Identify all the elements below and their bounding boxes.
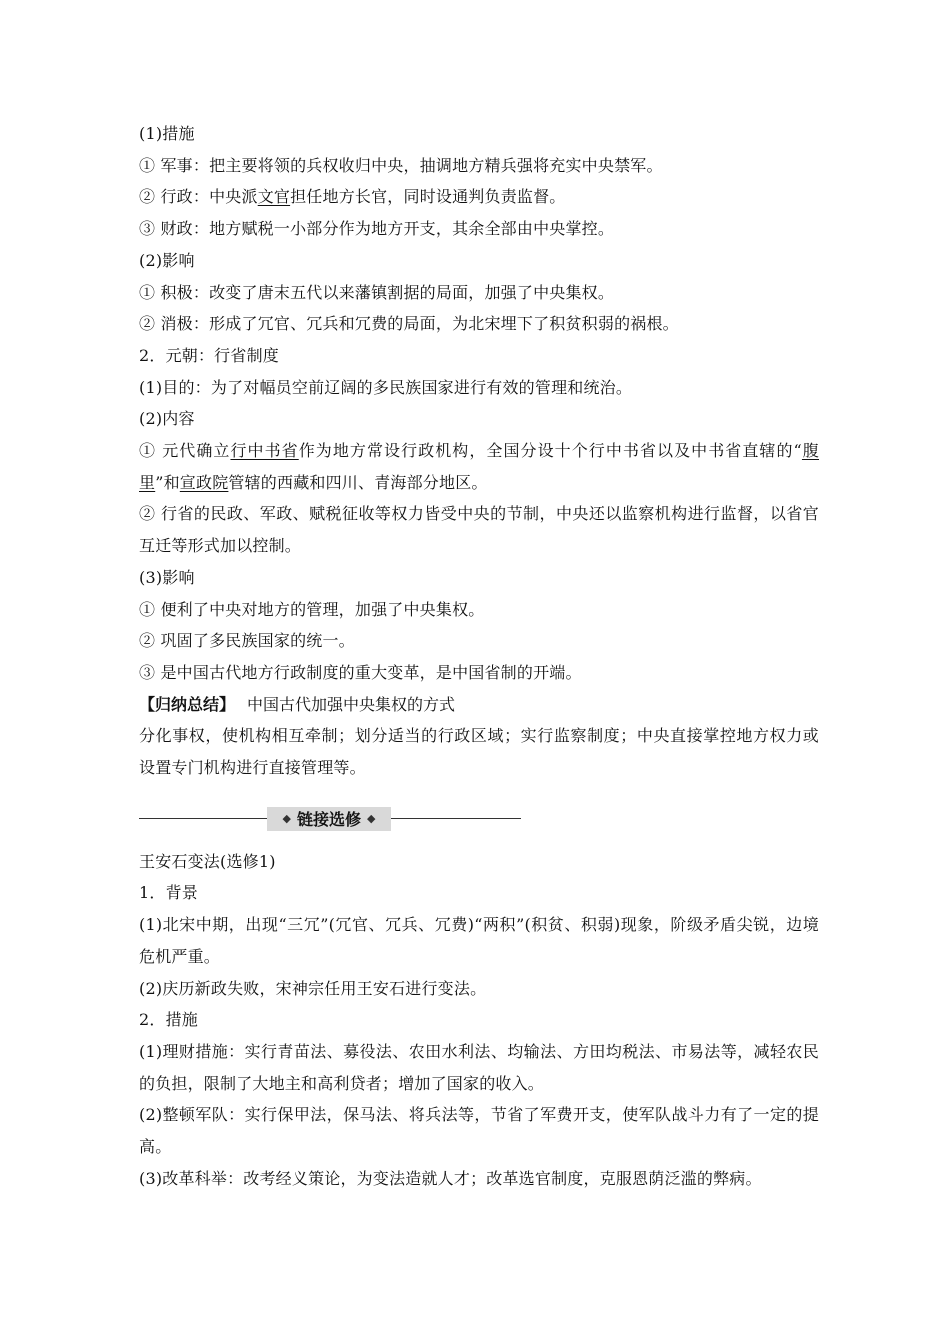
yuan-impact-2: ② 巩固了多民族国家的统一。 [139, 631, 355, 651]
elective-link-label: 链接选修 [296, 810, 361, 830]
background-2: (2)庆历新政失败，宋神宗任用王安石进行变法。 [139, 978, 487, 998]
reform-measure-3: (3)改革科举：改考经义策论，为变法造就人才；改革选官制度，克服恩荫泛滥的弊病。 [139, 1168, 762, 1188]
background-1: (1)北宋中期，出现“三冗”(冗官、冗兵、冗费)“两积”(积贫、积弱)现象，阶级矛盾尖锐，边境危机严重。 [139, 915, 819, 966]
divider-rule-right [391, 818, 521, 819]
yuan-impact-1: ① 便利了中央对地方的管理，加强了中央集权。 [139, 599, 485, 619]
summary-title: 中国古代加强中央集权的方式 [247, 694, 456, 714]
elective-link-badge [267, 807, 391, 831]
impact-heading: (2)影响 [139, 250, 195, 270]
underlined-term: 文官 [257, 187, 291, 207]
reform-measure-2: (2)整顿军队：实行保甲法，保马法、将兵法等，节省了军费开支，使军队战斗力有了一定的提高。 [139, 1105, 819, 1157]
diamond-icon: ◆ [282, 812, 291, 826]
reform-measure-1: (1)理财措施：实行青苗法、募役法、农田水利法、均输法、方田均税法、市易法等，减轻农民的负担，限制了大地主和高利贷者；增加了国家的收入。 [139, 1041, 819, 1093]
measures-heading: (1)措施 [139, 124, 195, 143]
summary-tag: 【归纳总结】 [139, 694, 236, 714]
measure-finance: ③ 财政：地方赋税一小部分作为地方开支，其余全部由中央掌控。 [139, 219, 615, 239]
document-page [139, 118, 819, 1195]
divider-rule-left [139, 818, 267, 819]
section-divider [139, 802, 819, 836]
underlined-term: 宣政院 [179, 472, 229, 492]
impact-negative: ② 消极：形成了冗官、冗兵和冗费的局面，为北宋埋下了积贫积弱的祸根。 [139, 314, 679, 334]
summary-text: 分化事权，使机构相互牵制；划分适当的行政区域；实行监察制度；中央直接掌控地方权力或设置专门机构进行直接管理等。 [139, 726, 819, 778]
background-heading: 1．背景 [139, 883, 198, 903]
yuan-heading: 2．元朝：行省制度 [139, 345, 279, 365]
yuan-content-1: ① 元代确立行中书省作为地方常设行政机构，全国分设十个行中书省以及中书省直辖的“腹里”和宣政院管辖的西藏和四川、青海部分地区。 [139, 441, 820, 492]
reform-measures-heading: 2．措施 [139, 1010, 198, 1030]
underlined-term: 腹里 [139, 441, 820, 492]
yuan-content-2: ② 行省的民政、军政、赋税征收等权力皆受中央的节制，中央还以监察机构进行监督，以省官互迁等形式加以控制。 [139, 504, 819, 556]
diamond-icon: ◆ [367, 812, 376, 826]
yuan-content-heading: (2)内容 [139, 409, 195, 429]
summary-heading [139, 689, 819, 721]
yuan-purpose: (1)目的：为了对幅员空前辽阔的多民族国家进行有效的管理和统治。 [139, 377, 633, 397]
underlined-term: 行中书省 [230, 441, 299, 461]
elective-title: 王安石变法(选修1) [139, 851, 276, 871]
measure-administration: ② 行政：中央派文官担任地方长官，同时设通判负责监督。 [139, 187, 566, 207]
impact-positive: ① 积极：改变了唐末五代以来藩镇割据的局面，加强了中央集权。 [139, 282, 615, 302]
yuan-impact-3: ③ 是中国古代地方行政制度的重大变革，是中国省制的开端。 [139, 662, 582, 682]
measure-military: ① 军事：把主要将领的兵权收归中央，抽调地方精兵强将充实中央禁军。 [139, 155, 663, 175]
yuan-impact-heading: (3)影响 [139, 567, 195, 587]
